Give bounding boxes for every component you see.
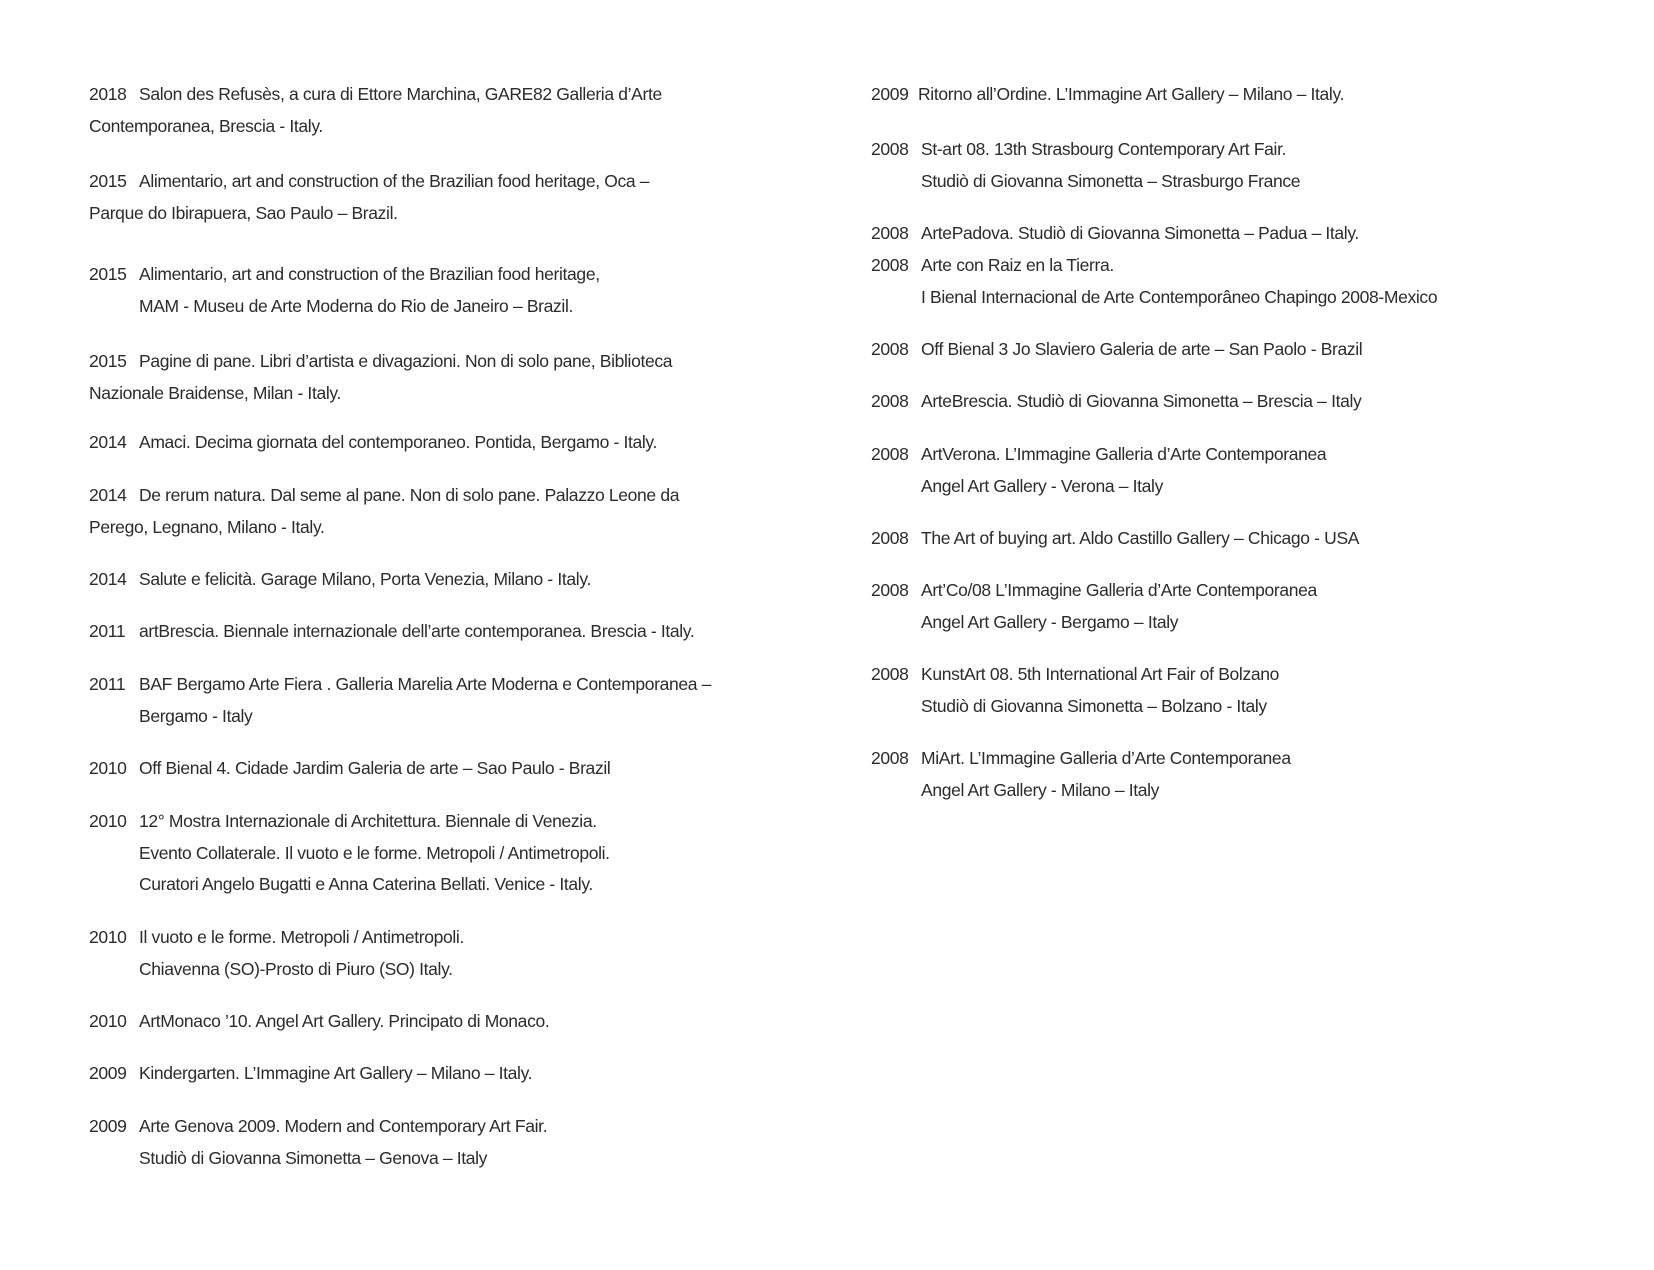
entry-text: Salon des Refusès, a cura di Ettore Marchina, GARE82 Galleria d’Arte (139, 84, 662, 104)
entry-year: 2011 (89, 674, 126, 694)
entry-text: Off Bienal 3 Jo Slaviero Galeria de arte – San Paolo - Brazil (921, 339, 1363, 359)
exhibition-entry (871, 79, 1591, 111)
entry-text: Pagine di pane. Libri d’artista e divagazioni. Non di solo pane, Biblioteca (139, 351, 673, 371)
exhibition-entry (89, 922, 749, 985)
entry-text: BAF Bergamo Arte Fiera . Galleria Marelia Arte Moderna e Contemporanea – (139, 674, 712, 694)
entry-year: 2008 (871, 664, 909, 684)
entry-year: 2010 (89, 811, 127, 831)
entry-year: 2015 (89, 264, 127, 284)
entry-year: 2008 (871, 748, 909, 768)
exhibition-entry (89, 669, 749, 732)
entry-year: 2015 (89, 351, 127, 371)
entry-text-continued: MAM - Museu de Arte Moderna do Rio de Janeiro – Brazil. (139, 295, 574, 316)
exhibition-entry (89, 427, 749, 459)
exhibition-entry (89, 480, 749, 543)
entry-text: Alimentario, art and construction of the Brazilian food heritage, (139, 264, 600, 284)
entry-text: The Art of buying art. Aldo Castillo Gallery – Chicago - USA (921, 528, 1360, 548)
entry-year: 2014 (89, 432, 127, 452)
exhibition-entry (89, 79, 749, 142)
entry-year: 2008 (871, 339, 909, 359)
exhibition-entry (871, 134, 1591, 197)
exhibition-entry (89, 616, 749, 648)
entry-text-continued: Angel Art Gallery - Verona – Italy (921, 475, 1163, 496)
exhibition-entry (871, 523, 1591, 555)
entry-text-continued: Nazionale Braidense, Milan - Italy. (89, 382, 341, 403)
entry-text: Arte Genova 2009. Modern and Contemporary Art Fair. (139, 1116, 548, 1136)
exhibition-entry (871, 659, 1591, 722)
entry-year: 2014 (89, 569, 127, 589)
entry-year: 2014 (89, 485, 127, 505)
exhibition-entry (871, 334, 1591, 366)
entry-year: 2008 (871, 255, 909, 275)
entry-text-continued: Curatori Angelo Bugatti e Anna Caterina Bellati. Venice - Italy. (139, 874, 593, 894)
exhibition-entry (871, 743, 1591, 806)
entry-year: 2010 (89, 1011, 127, 1031)
entry-year: 2009 (89, 1063, 127, 1083)
entry-text: 12° Mostra Internazionale di Architettura. Biennale di Venezia. (139, 811, 597, 831)
entry-text: ArtMonaco ’10. Angel Art Gallery. Principato di Monaco. (139, 1011, 550, 1031)
entry-year: 2009 (89, 1116, 127, 1136)
entry-text-continued: Angel Art Gallery - Bergamo – Italy (921, 611, 1179, 632)
entry-text: Salute e felicità. Garage Milano, Porta Venezia, Milano - Italy. (139, 569, 591, 589)
entry-text: Art’Co/08 L’Immagine Galleria d’Arte Contemporanea (921, 580, 1317, 600)
entry-text-continued: Bergamo - Italy (139, 705, 253, 726)
entry-text: MiArt. L’Immagine Galleria d’Arte Contemporanea (921, 748, 1291, 768)
exhibition-entry (89, 166, 749, 229)
entry-text: De rerum natura. Dal seme al pane. Non di solo pane. Palazzo Leone da (139, 485, 680, 505)
exhibition-entry (89, 259, 749, 322)
entry-year: 2008 (871, 391, 909, 411)
exhibition-entry (89, 753, 749, 785)
entry-text-continued: Angel Art Gallery - Milano – Italy (921, 779, 1160, 800)
entry-text-continued: Chiavenna (SO)-Prosto di Piuro (SO) Italy. (139, 958, 453, 979)
exhibition-entry (89, 1006, 749, 1038)
entry-text-continued: Studiò di Giovanna Simonetta – Strasburgo France (921, 170, 1301, 191)
entry-year: 2010 (89, 758, 127, 778)
exhibition-entry (871, 439, 1591, 502)
entry-text: Off Bienal 4. Cidade Jardim Galeria de arte – Sao Paulo - Brazil (139, 758, 611, 778)
entry-year: 2010 (89, 927, 127, 947)
entry-text: KunstArt 08. 5th International Art Fair of Bolzano (921, 664, 1279, 684)
entry-text-continued: I Bienal Internacional de Arte Contemporâneo Chapingo 2008-Mexico (921, 286, 1438, 307)
entry-text-continued: Perego, Legnano, Milano - Italy. (89, 516, 325, 537)
entry-text: Arte con Raiz en la Tierra. (921, 255, 1114, 275)
entry-year: 2015 (89, 171, 127, 191)
entry-text-continued: Evento Collaterale. Il vuoto e le forme. Metropoli / Antimetropoli. (139, 842, 610, 863)
entry-text: ArtVerona. L’Immagine Galleria d’Arte Contemporanea (921, 444, 1327, 464)
exhibition-entry (89, 564, 749, 596)
exhibition-entry (871, 575, 1591, 638)
entry-year: 2008 (871, 444, 909, 464)
entry-year: 2009 (871, 84, 909, 104)
exhibition-entry (871, 250, 1591, 313)
entry-year: 2008 (871, 139, 909, 159)
entry-text: Alimentario, art and construction of the Brazilian food heritage, Oca – (139, 171, 650, 191)
entry-year: 2008 (871, 528, 909, 548)
entry-year: 2008 (871, 580, 909, 600)
entry-text: Amaci. Decima giornata del contemporaneo. Pontida, Bergamo - Italy. (139, 432, 658, 452)
exhibition-entry (871, 218, 1591, 250)
exhibition-entry (871, 386, 1591, 418)
entry-text: St-art 08. 13th Strasbourg Contemporary Art Fair. (921, 139, 1287, 159)
exhibition-entry (89, 1058, 749, 1090)
entry-text: ArtePadova. Studiò di Giovanna Simonetta – Padua – Italy. (921, 223, 1359, 243)
exhibition-entry (89, 346, 749, 409)
entry-text-continued: Contemporanea, Brescia - Italy. (89, 115, 323, 136)
entry-text: artBrescia. Biennale internazionale dell’arte contemporanea. Brescia - Italy. (139, 621, 695, 641)
entry-text-continued: Studiò di Giovanna Simonetta – Genova – Italy (139, 1147, 488, 1168)
entry-text: Kindergarten. L’Immagine Art Gallery – Milano – Italy. (139, 1063, 533, 1083)
entry-year: 2011 (89, 621, 126, 641)
entry-text: Il vuoto e le forme. Metropoli / Antimetropoli. (139, 927, 464, 947)
entry-year: 2018 (89, 84, 127, 104)
exhibition-entry (89, 806, 749, 901)
entry-text-continued: Studiò di Giovanna Simonetta – Bolzano - Italy (921, 695, 1267, 716)
entry-text: Ritorno all’Ordine. L’Immagine Art Gallery – Milano – Italy. (918, 84, 1345, 104)
entry-text: ArteBrescia. Studiò di Giovanna Simonetta – Brescia – Italy (921, 391, 1362, 411)
entry-text-continued: Parque do Ibirapuera, Sao Paulo – Brazil. (89, 202, 398, 223)
entry-year: 2008 (871, 223, 909, 243)
exhibition-entry (89, 1111, 749, 1174)
